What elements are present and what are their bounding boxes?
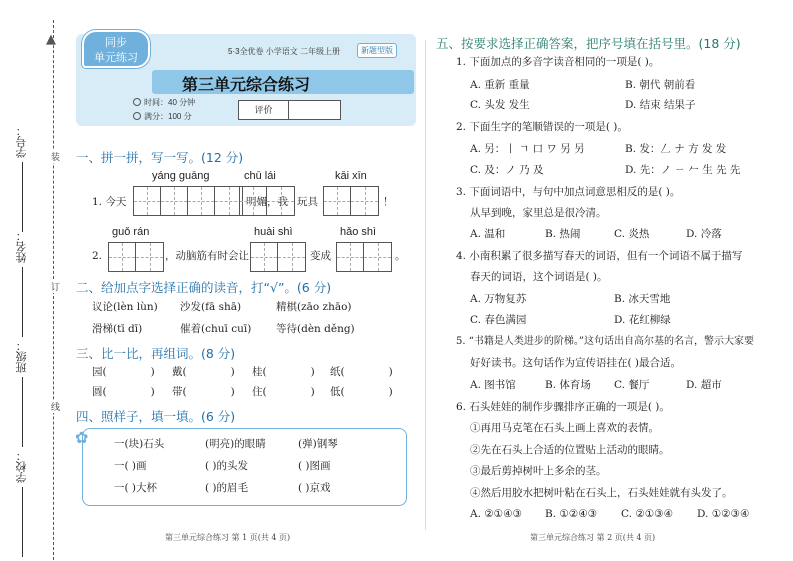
- sync-badge: 同步 单元练习: [82, 30, 150, 68]
- sentence-text: ！: [383, 196, 394, 208]
- school-field[interactable]: 学校：: [14, 450, 30, 557]
- writing-grid[interactable]: [133, 186, 243, 216]
- writing-grid[interactable]: [108, 242, 164, 272]
- sentence-text: 2.: [92, 250, 103, 262]
- pinyin: chū lái: [244, 170, 276, 182]
- question-stem: 1. 下面加点的多音字读音相同的一项是( )。: [456, 56, 660, 68]
- option-a[interactable]: A. 图书馆: [470, 379, 516, 391]
- sentence-text: 玩具: [297, 196, 318, 208]
- option-c[interactable]: C. 头发 发生: [470, 99, 530, 111]
- compare-word[interactable]: 园( ): [92, 366, 155, 378]
- option-c[interactable]: C. 餐厅: [614, 379, 650, 391]
- compare-word[interactable]: 圆( ): [92, 386, 155, 398]
- question-stem: 5. “书籍是人类进步的阶梯。”这句话出自高尔基的名言，警示大家要: [456, 336, 754, 347]
- option-b[interactable]: B. 朝代 朝前看: [625, 79, 696, 91]
- compare-word[interactable]: 住( ): [252, 386, 315, 398]
- score-info: 满分：100 分: [133, 111, 192, 122]
- pinyin: hǎo shì: [340, 226, 377, 238]
- fill-item[interactable]: ( )的头发: [205, 460, 249, 472]
- section-4-title: 四、照样子，填一填。(6 分): [76, 409, 236, 424]
- page-footer: 第三单元综合练习 第 1 页(共 4 页): [165, 533, 291, 542]
- example-item: (弹)钢琴: [298, 438, 338, 450]
- option-c[interactable]: C. 春色满园: [470, 314, 527, 326]
- pinyin: kāi xīn: [335, 170, 367, 182]
- student-id-field[interactable]: 学号：: [14, 125, 30, 232]
- fill-item[interactable]: ( )京戏: [298, 482, 331, 494]
- title-bar: [152, 70, 414, 94]
- question-stem: 3. 下面词语中，与句中加点词意思相反的是( )。: [456, 186, 681, 198]
- option-b[interactable]: B. ①②④③: [545, 508, 598, 520]
- writing-grid[interactable]: [239, 186, 295, 216]
- compare-word[interactable]: 纸( ): [330, 366, 393, 378]
- section-1-title: 一、拼一拼，写一写。(12 分): [76, 150, 244, 165]
- choice-item[interactable]: 催着(chuī cuī): [180, 323, 252, 335]
- step-item: ②先在石头上合适的位置贴上活动的眼睛。: [470, 444, 670, 456]
- binding-margin: [0, 0, 62, 561]
- option-c[interactable]: C. 及：ノ 乃 及: [470, 164, 544, 176]
- option-a[interactable]: A. 万物复苏: [470, 293, 527, 305]
- option-d[interactable]: D. 冷落: [686, 228, 722, 240]
- question-stem: 2. 下面生字的笔顺错误的一项是( )。: [456, 121, 628, 133]
- clock-icon: [133, 98, 141, 106]
- option-d[interactable]: D. ①②③④: [697, 508, 750, 520]
- fill-item[interactable]: ( )的眉毛: [205, 482, 249, 494]
- name-field[interactable]: 姓名：: [14, 230, 30, 337]
- sentence-text: 。: [395, 250, 406, 262]
- question-stem: 春天的词语，这个词语是( )。: [470, 271, 608, 283]
- choice-item[interactable]: 沙发(fā shā): [180, 301, 242, 313]
- fill-item[interactable]: 一( )画: [114, 460, 147, 472]
- sentence-text: 变成: [310, 250, 331, 262]
- section-5-title: 五、按要求选择正确答案，把序号填在括号里。(18 分): [436, 36, 741, 51]
- cut-word: 线: [49, 402, 59, 411]
- option-b[interactable]: B. 冰天雪地: [614, 293, 671, 305]
- option-b[interactable]: B. 发：𠃋 ナ 方 发 发: [625, 143, 727, 155]
- class-field[interactable]: 班级：: [14, 340, 30, 447]
- pinyin: huài shì: [254, 226, 293, 238]
- section-2-title: 二、给加点字选择正确的读音，打“√”。(6 分): [76, 280, 332, 295]
- page-title: 第三单元综合练习: [182, 75, 311, 94]
- page-footer: 第三单元综合练习 第 2 页(共 4 页): [530, 533, 656, 542]
- writing-grid[interactable]: [323, 186, 379, 216]
- option-a[interactable]: A. 另：丨 ㄱ 口 ワ 另 另: [470, 143, 585, 155]
- new-type-tag: 新题型版: [357, 43, 397, 58]
- option-b[interactable]: B. 体育场: [545, 379, 591, 391]
- pinyin: guǒ rán: [112, 226, 150, 238]
- option-a[interactable]: A. 温和: [470, 228, 506, 240]
- option-d[interactable]: D. 超市: [686, 379, 722, 391]
- rocket-icon: ▲: [46, 32, 56, 47]
- compare-word[interactable]: 低( ): [330, 386, 393, 398]
- section-3-title: 三、比一比，再组词。(8 分): [76, 346, 236, 361]
- question-sentence: 从早到晚，家里总是很冷清。: [470, 207, 607, 219]
- series-label: 5·3全优卷 小学语文 二年级上册: [228, 47, 341, 56]
- option-a[interactable]: A. ②①④③: [470, 508, 522, 520]
- time-info: 时间：40 分钟: [133, 97, 195, 108]
- choice-item[interactable]: 议论(lèn lùn): [92, 301, 158, 313]
- option-c[interactable]: C. 炎热: [614, 228, 650, 240]
- choice-item[interactable]: 精棋(zāo zhāo): [276, 301, 352, 313]
- option-d[interactable]: D. 先：ノ ㄧ 𠂉 生 先 先: [625, 164, 741, 176]
- page-divider: [425, 40, 426, 530]
- example-item: 一(块)石头: [114, 438, 165, 450]
- option-c[interactable]: C. ②①③④: [621, 508, 673, 520]
- writing-grid[interactable]: [336, 242, 392, 272]
- check-icon: [133, 112, 141, 120]
- choice-item[interactable]: 等待(dèn děng): [276, 323, 355, 335]
- question-stem: 4. 小南积累了很多描写春天的词语，但有一个词语不属于描写: [456, 250, 743, 262]
- example-item: (明亮)的眼睛: [205, 438, 266, 450]
- question-stem: 6. 石头娃娃的制作步骤排序正确的一项是( )。: [456, 401, 670, 413]
- compare-word[interactable]: 戴( ): [172, 366, 235, 378]
- sentence-text: ，动脑筋有时会让: [165, 250, 249, 262]
- writing-grid[interactable]: [250, 242, 306, 272]
- choice-item[interactable]: 滑梯(tī dī): [92, 323, 143, 335]
- step-item: ①再用马克笔在石头上画上喜欢的表情。: [470, 422, 659, 434]
- cut-word: 装: [49, 152, 59, 161]
- evaluation-box[interactable]: 评价: [238, 100, 341, 120]
- step-item: ④然后用胶水把树叶粘在石头上，石头娃娃就有头发了。: [470, 487, 733, 499]
- cut-word: 订: [49, 282, 59, 291]
- option-d[interactable]: D. 花红柳绿: [614, 314, 671, 326]
- pinyin: yáng guāng: [152, 170, 210, 182]
- compare-word[interactable]: 桂( ): [252, 366, 315, 378]
- fill-item[interactable]: 一( )大杯: [114, 482, 158, 494]
- option-d[interactable]: D. 结束 结果子: [625, 99, 696, 111]
- option-a[interactable]: A. 重新 重量: [470, 79, 530, 91]
- flower-icon: ✿: [75, 428, 89, 447]
- sentence-text: 1. 今天: [92, 196, 127, 208]
- question-stem: 好好读书。这句话作为宣传语挂在( )最合适。: [470, 357, 682, 369]
- fill-item[interactable]: ( )图画: [298, 460, 331, 472]
- compare-word[interactable]: 带( ): [172, 386, 235, 398]
- sentence-text: 明媚，我: [246, 196, 288, 208]
- step-item: ③最后剪掉树叶上多余的茎。: [470, 465, 607, 477]
- option-b[interactable]: B. 热闹: [545, 228, 581, 240]
